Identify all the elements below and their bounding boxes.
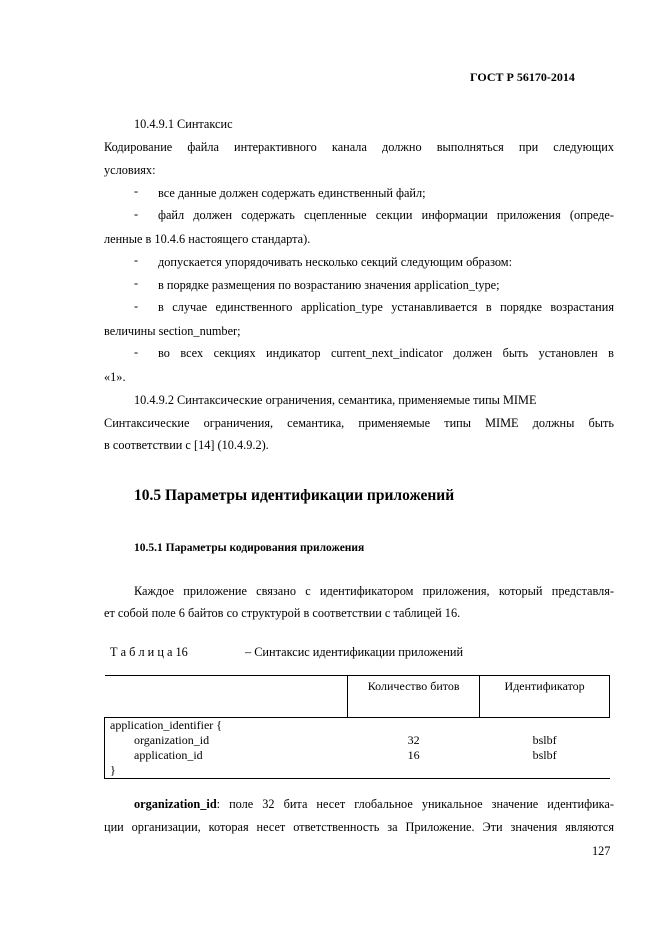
- list-item: файл должен содержать сцепленные секции информации приложения (опреде-: [158, 208, 614, 222]
- id-app: bslbf: [532, 748, 557, 762]
- standard-code: ГОСТ Р 56170-2014: [470, 70, 575, 84]
- table-header-row: [105, 676, 610, 718]
- paragraph-line: условиях:: [104, 163, 156, 177]
- section-title-10-4-9-2: 10.4.9.2 Синтаксические ограничения, семантика, применяемые типы MIME: [134, 393, 537, 407]
- list-dash: -: [134, 276, 139, 290]
- table-caption-label: Т а б л и ц а 16: [110, 645, 188, 659]
- table-row: [105, 718, 610, 779]
- list-dash: -: [134, 299, 139, 313]
- paragraph-line: Кодирование файла интерактивного канала должно выполняться при следующих: [104, 140, 614, 154]
- list-dash: -: [134, 184, 139, 198]
- header-cell-bits: Количество битов: [348, 676, 480, 718]
- list-item-cont: «1».: [104, 370, 126, 384]
- list-dash: -: [134, 345, 139, 359]
- paragraph-line: ет собой поле 6 байтов со структурой в соответствии с таблицей 16.: [104, 606, 461, 620]
- list-item: во всех секциях индикатор current_next_indicator должен быть установлен в: [158, 346, 614, 360]
- list-dash: -: [134, 253, 139, 267]
- paragraph-line: Синтаксические ограничения, семантика, применяемые типы MIME должны быть: [104, 416, 614, 430]
- table-caption-text: – Синтаксис идентификации приложений: [245, 645, 464, 659]
- bits-app: 16: [407, 748, 420, 762]
- page-number: 127: [592, 844, 611, 858]
- paragraph-line: Каждое приложение связано с идентификатором приложения, который представля-: [134, 584, 614, 598]
- list-item: все данные должен содержать единственный файл;: [158, 186, 426, 200]
- section-heading-10-5: 10.5 Параметры идентификации приложений: [134, 487, 455, 504]
- list-item: в порядке размещения по возрастанию значения application_type;: [158, 278, 500, 292]
- list-item-cont: ленные в 10.4.6 настоящего стандарта).: [104, 232, 311, 246]
- syntax-cell: [105, 718, 348, 779]
- list-item-cont: величины section_number;: [104, 324, 241, 338]
- paragraph-line: ции организации, которая несет ответственность за Приложение. Эти значения являются: [104, 820, 614, 834]
- bits-cell: [348, 718, 480, 779]
- list-dash: -: [134, 207, 139, 221]
- syntax-field-org: organization_id: [134, 733, 210, 747]
- list-item: допускается упорядочивать несколько секций следующим образом:: [158, 255, 512, 269]
- syntax-close: }: [110, 763, 116, 777]
- section-title-10-4-9-1: 10.4.9.1 Синтаксис: [134, 117, 233, 131]
- term-definition: : поле 32 бита несет глобальное уникальное значение идентифика-: [216, 797, 614, 811]
- syntax-field-app: application_id: [134, 748, 203, 762]
- term-organization-id: organization_id: [134, 797, 217, 811]
- id-org: bslbf: [532, 733, 557, 747]
- section-heading-10-5-1: 10.5.1 Параметры кодирования приложения: [134, 542, 365, 554]
- identifier-cell: [480, 718, 610, 779]
- syntax-table: [104, 675, 610, 779]
- list-item: в случае единственного application_type устанавливается в порядке возрастания: [158, 300, 614, 314]
- bits-org: 32: [407, 733, 420, 747]
- header-cell-empty: [105, 676, 348, 718]
- paragraph-line: в соответствии с [14] (10.4.9.2).: [104, 438, 269, 452]
- header-cell-identifier: Идентификатор: [480, 676, 610, 718]
- paragraph-line: [134, 793, 614, 816]
- syntax-open: application_identifier {: [110, 718, 223, 732]
